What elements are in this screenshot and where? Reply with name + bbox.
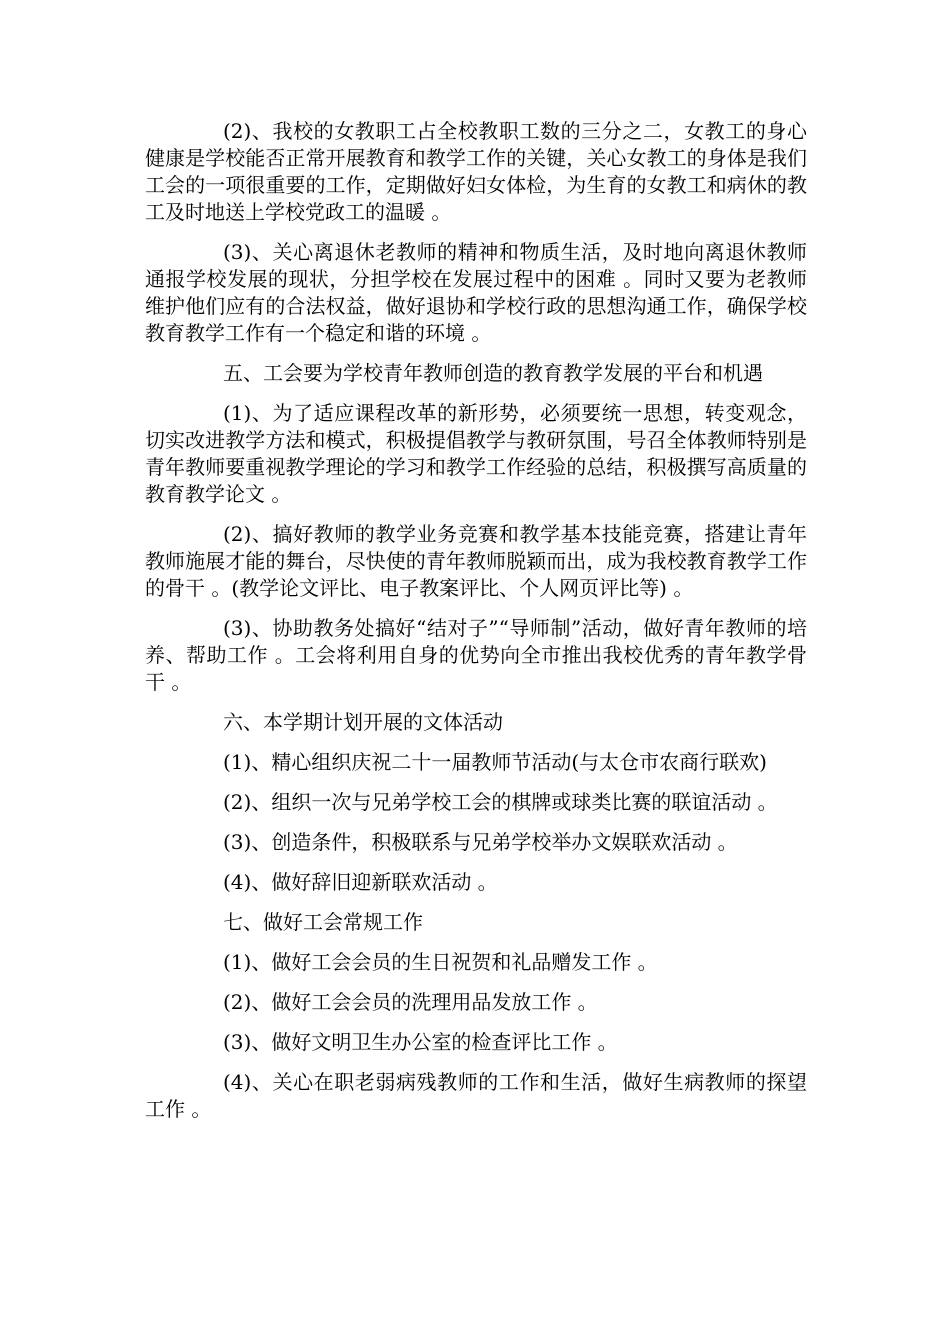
paragraph-sick-teachers: (4)、关心在职老弱病残教师的工作和生活，做好生病教师的探望工作 。 xyxy=(145,1070,807,1121)
paragraph-teaching-competition: (2)、搞好教师的教学业务竞赛和教学基本技能竞赛，搭建让青年教师施展才能的舞台，尽快使的青年教师脱颖而出，成为我校教育教学工作的骨干 。(教学论文评比、电子教案评比、个人网页评比等) 。 xyxy=(145,522,807,600)
section-heading-6: 六、本学期计划开展的文体活动 xyxy=(223,710,503,734)
section-heading-7: 七、做好工会常规工作 xyxy=(223,910,423,934)
paragraph-toiletries: (2)、做好工会会员的洗理用品发放工作 。 xyxy=(223,990,598,1014)
paragraph-new-year-party: (4)、做好辞旧迎新联欢活动 。 xyxy=(223,870,498,894)
paragraph-women-staff-care: (2)、我校的女教职工占全校教职工数的三分之二，女教工的身心健康是学校能否正常开展教育和教学工作的关键，关心女教工的身体是我们工会的一项很重要的工作，定期做好妇女体检，为生育的女教工和病休的教工及时地送上学校党政工的温暖 。 xyxy=(145,119,807,224)
paragraph-entertainment: (3)、创造条件，积极联系与兄弟学校举办文娱联欢活动 。 xyxy=(223,830,738,854)
section-heading-5: 五、工会要为学校青年教师创造的教育教学发展的平台和机遇 xyxy=(223,361,763,385)
paragraph-curriculum-reform: (1)、为了适应课程改革的新形势，必须要统一思想，转变观念，切实改进教学方法和模式，积极提倡教学与教研氛围，号召全体教师特别是青年教师要重视教学理论的学习和教学工作经验的总结，积极撰写高质量的教育教学论文 。 xyxy=(145,401,807,506)
paragraph-office-inspection: (3)、做好文明卫生办公室的检查评比工作 。 xyxy=(223,1030,618,1054)
paragraph-birthday-gifts: (1)、做好工会会员的生日祝贺和礼品赠发工作 。 xyxy=(223,950,658,974)
paragraph-sports-event: (2)、组织一次与兄弟学校工会的棋牌或球类比赛的联谊活动 。 xyxy=(223,790,778,814)
paragraph-teachers-day: (1)、精心组织庆祝二十一届教师节活动(与太仓市农商行联欢) xyxy=(223,750,767,774)
paragraph-mentorship: (3)、协助教务处搞好“结对子”“导师制”活动，做好青年教师的培养、帮助工作 。工会将利用自身的优势向全市推出我校优秀的青年教学骨干 。 xyxy=(145,616,807,694)
paragraph-retired-teachers: (3)、关心离退休老教师的精神和物质生活，及时地向离退休教师通报学校发展的现状，分担学校在发展过程中的困难 。同时又要为老教师维护他们应有的合法权益，做好退协和学校行政的思想沟通工作，确保学校教育教学工作有一个稳定和谐的环境 。 xyxy=(145,240,807,345)
document-body xyxy=(145,118,807,1136)
